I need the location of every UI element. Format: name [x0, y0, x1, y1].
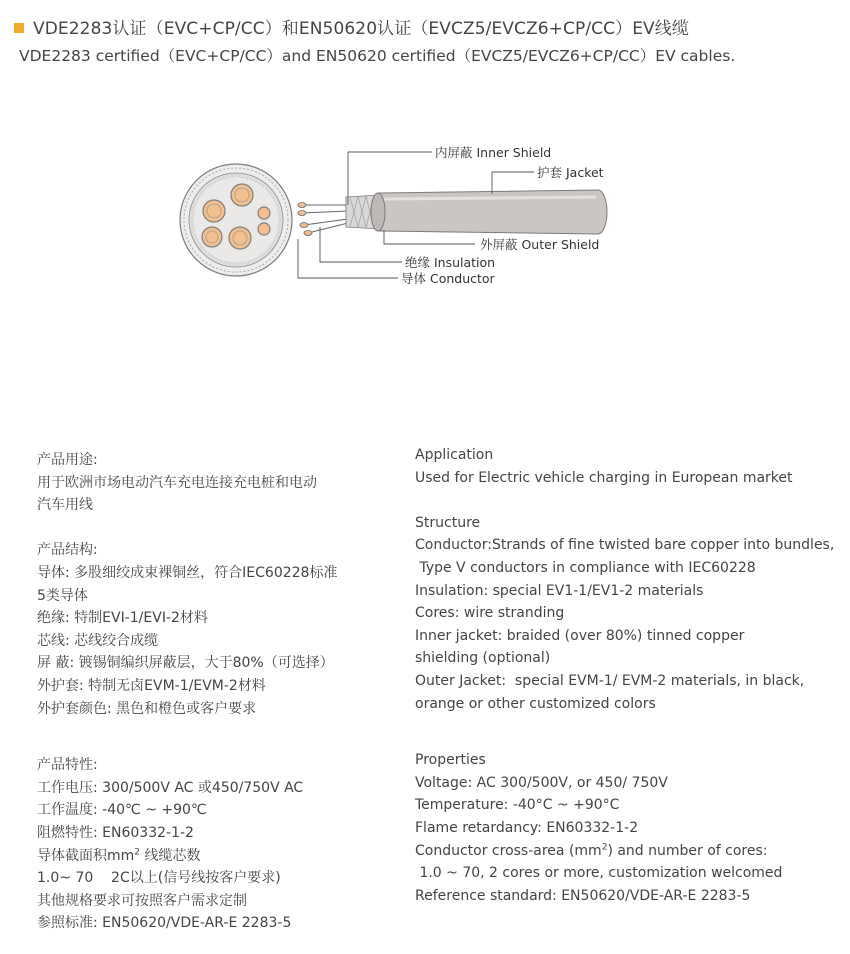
- cn-property-line: 其他规格要求可按照客户需求定制: [37, 892, 247, 909]
- insulation-label: 绝缘 Insulation: [405, 255, 496, 270]
- cn-property-line: 工作电压: 300/500V AC 或450/750V AC: [37, 779, 304, 796]
- en-structure-line: Cores: wire stranding: [415, 605, 565, 622]
- cn-structure-line: 屏 蔽: 镀锡铜编织屏蔽层，大于80%（可选择）: [37, 655, 334, 672]
- square-bullet-icon: [14, 23, 24, 33]
- en-structure-line: Outer Jacket: special EVM-1/ EVM-2 materials, in black,: [415, 672, 805, 689]
- cable-diagram: [170, 135, 640, 295]
- en-area-pre: Conductor cross-area (mm: [415, 842, 602, 859]
- cn-area-line: [37, 845, 397, 868]
- en-property-line: 1.0 ~ 70, 2 cores or more, customization welcomed: [415, 865, 783, 882]
- cn-area-label-pre: 导体截面积mm: [37, 847, 135, 864]
- cn-structure-line: 导体: 多股细绞成束裸铜丝，符合IEC60228标准: [37, 564, 338, 581]
- cn-application-line: 汽车用线: [37, 497, 93, 514]
- en-property-line: Flame retardancy: EN60332-1-2: [415, 819, 639, 836]
- outer-shield-label: 外屏蔽 Outer Shield: [480, 237, 600, 252]
- en-application-heading: Application: [415, 447, 494, 463]
- cn-structure-line: 外护套颜色: 黑色和橙色或客户要求: [37, 700, 257, 717]
- en-area-line: [415, 840, 845, 863]
- en-property-line: Voltage: AC 300/500V, or 450/ 750V: [415, 774, 668, 791]
- en-properties-heading: Properties: [415, 752, 486, 769]
- en-structure-heading: Structure: [415, 514, 481, 531]
- cn-properties-heading: 产品特性:: [37, 757, 98, 774]
- en-property-line: Reference standard: EN50620/VDE-AR-E 2283-5: [415, 887, 751, 904]
- inner-shield-label: 内屏蔽 Inner Shield: [435, 145, 552, 160]
- en-structure-line: Type V conductors in compliance with IEC60228: [415, 559, 756, 576]
- title-english: VDE2283 certified（EVC+CP/CC）and EN50620 certified（EVCZ5/EVCZ6+CP/CC）EV cables.: [19, 47, 736, 65]
- cn-property-line: 1.0~ 70 2C以上(信号线按客户要求): [37, 870, 281, 887]
- en-structure-line: Inner jacket: braided (over 80%) tinned copper: [415, 627, 745, 644]
- en-area-post: ) and number of cores:: [607, 842, 768, 859]
- title-chinese: VDE2283认证（EVC+CP/CC）和EN50620认证（EVCZ5/EVCZ6+CP/CC）EV线缆: [33, 19, 689, 39]
- cn-structure-heading: 产品结构:: [37, 542, 98, 559]
- cn-structure-line: 芯线: 芯线绞合成缆: [37, 632, 159, 649]
- cn-area-sup: 2: [134, 846, 141, 857]
- cn-area-label-post: 线缆芯数: [140, 847, 201, 864]
- cn-property-line: 参照标准: EN50620/VDE-AR-E 2283-5: [37, 915, 292, 932]
- en-property-line: Temperature: -40°C ~ +90°C: [415, 797, 620, 814]
- cn-structure-line: 5类导体: [37, 587, 88, 604]
- cn-application-heading: 产品用途:: [37, 452, 98, 468]
- en-structure-line: Insulation: special EV1-1/EV1-2 materials: [415, 582, 704, 599]
- en-application-line: Used for Electric vehicle charging in European market: [415, 469, 793, 486]
- cn-property-line: 工作温度: -40℃ ~ +90℃: [37, 802, 207, 819]
- conductor-label: 导体 Conductor: [401, 271, 495, 286]
- en-structure-line: orange or other customized colors: [415, 695, 656, 712]
- english-column: [415, 444, 845, 907]
- cn-structure-line: 外护套: 特制无卤EVM-1/EVM-2材料: [37, 677, 266, 694]
- cn-application-line: 用于欧洲市场电动汽车充电连接充电桩和电动: [37, 474, 317, 491]
- jacket-label: 护套 Jacket: [537, 165, 604, 180]
- en-structure-line: shielding (optional): [415, 650, 551, 667]
- chinese-column: [37, 449, 397, 935]
- en-area-sup: 2: [601, 841, 608, 852]
- en-structure-line: Conductor:Strands of fine twisted bare copper into bundles,: [415, 537, 835, 554]
- title-row: [14, 14, 689, 39]
- cn-structure-line: 绝缘: 特制EVI-1/EVI-2材料: [37, 610, 208, 627]
- cn-property-line: 阻燃特性: EN60332-1-2: [37, 824, 194, 841]
